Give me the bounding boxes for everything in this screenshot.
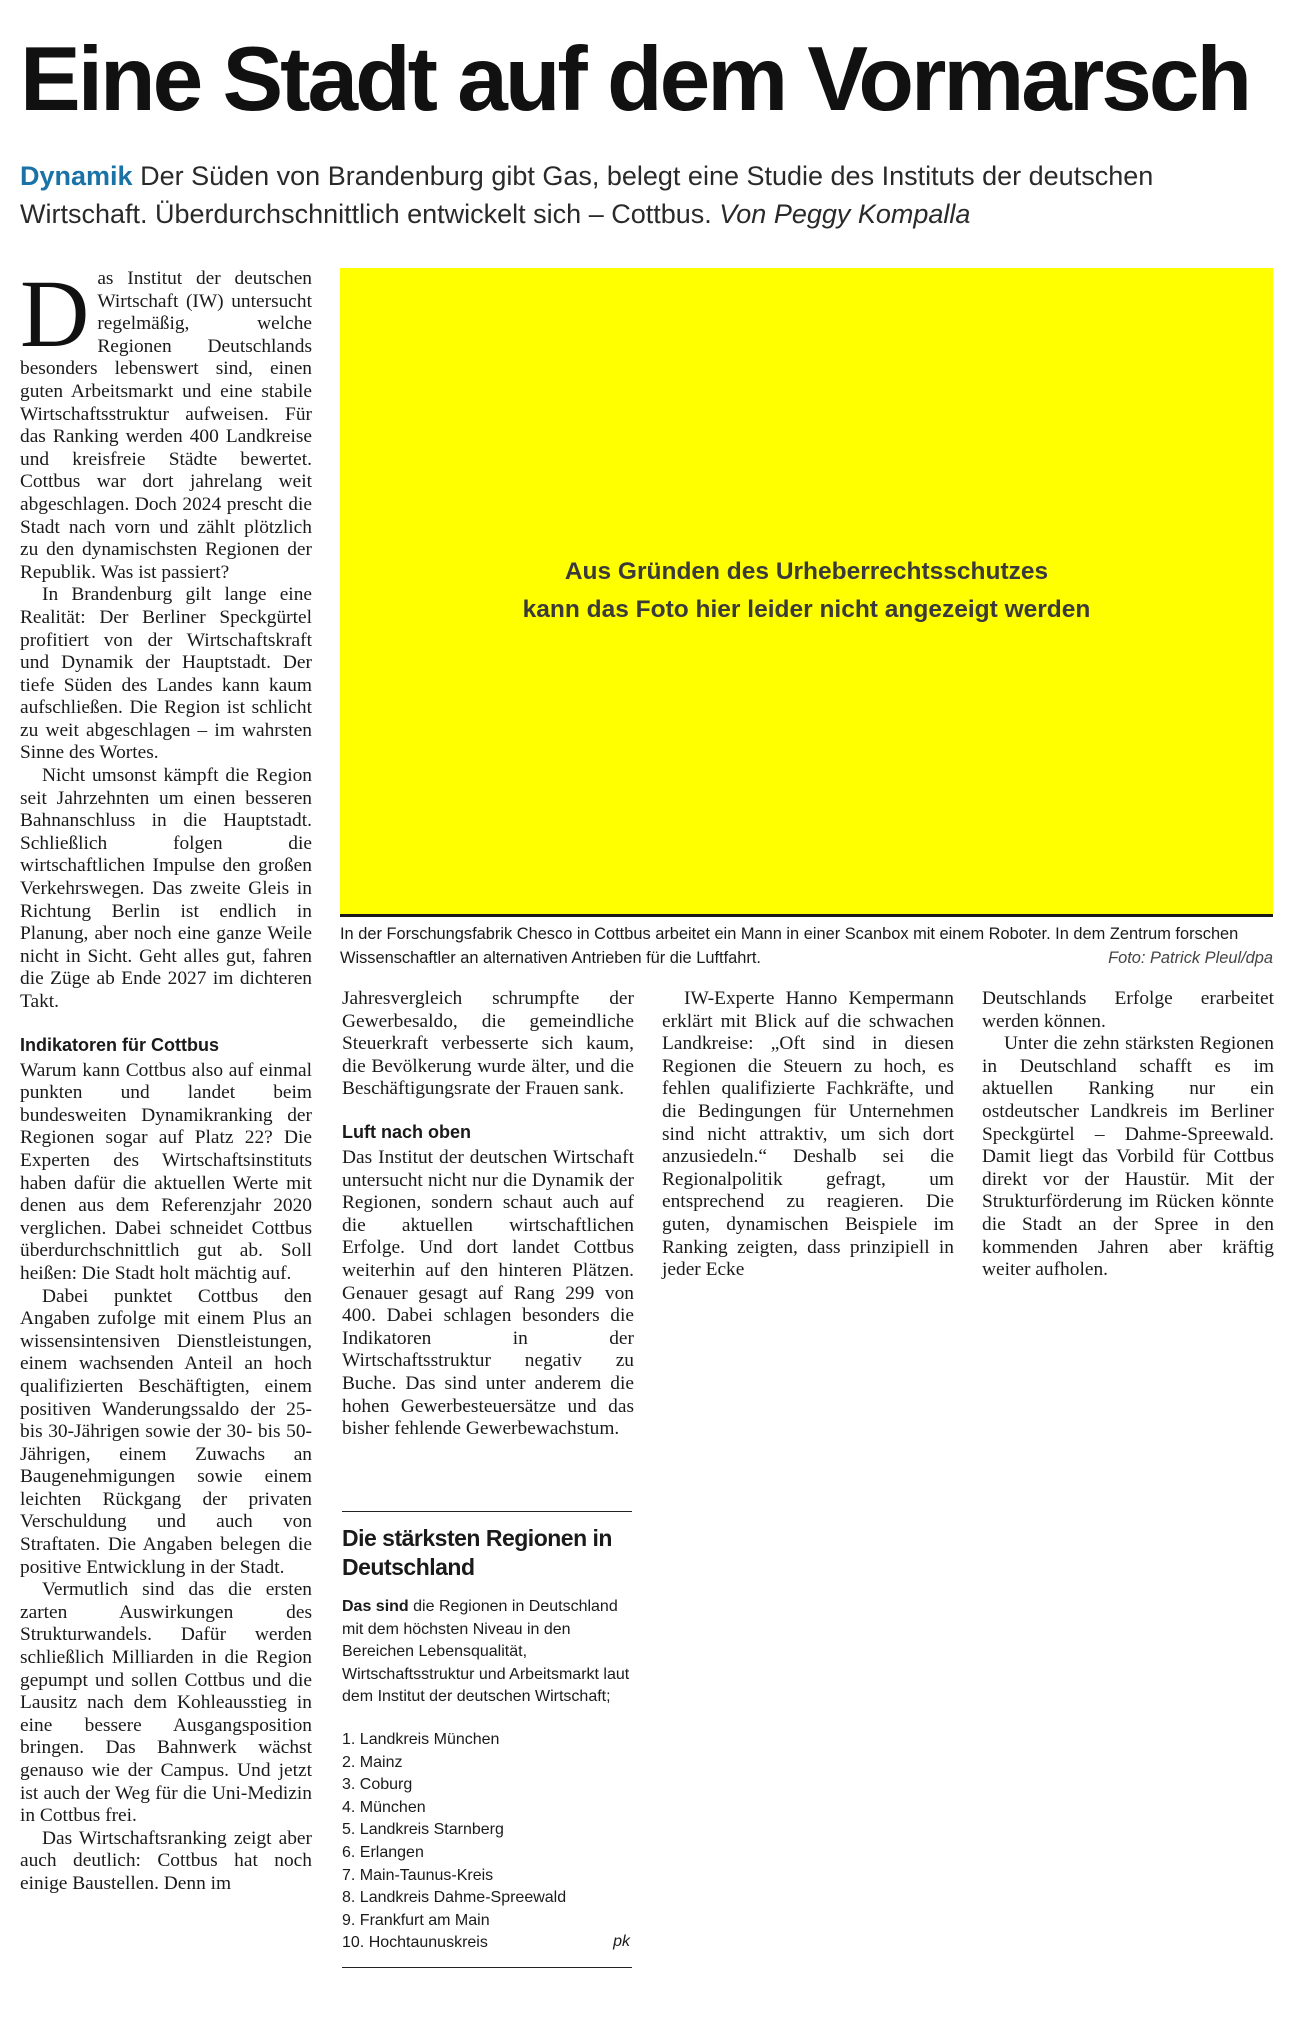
photo-placeholder [340, 268, 1273, 917]
paragraph-text: as Institut der deutschen Wirtschaft (IW) untersucht regelmäßig, welche Regionen Deutschlands besonders lebenswert sind, einen guten Arbeitsmarkt und eine stabile Wirtschaftsstruktur aufweisen. Für das Ranking werden 400 Landkreise und kreisfreie Städte bewertet. Cottbus war dort jahrelang weit abgeschlagen. Doch 2024 prescht die Stadt nach vorn und zählt plötzlich zu den dynamischsten Regionen der Republik. Was ist passiert? [20, 268, 312, 583]
drop-cap: D [20, 260, 90, 367]
paragraph: Deutschlands Erfolge erarbeitet werden können. [982, 988, 1274, 1032]
caption-text: In der Forschungsfabrik Chesco in Cottbus arbeitet ein Mann in einer Scanbox mit einem Roboter. In dem Zentrum forschen Wissenschaftler an alternativen Antrieben für die Luftfahrt. [340, 925, 1239, 967]
paragraph: Das Institut der deutschen Wirtschaft untersucht nicht nur die Dynamik der Regionen, sondern schaut auch auf die aktuellen wirtschaftlichen Erfolge. Und dort landet Cottbus weiterhin auf den hinteren Plätzen. Genauer gesagt auf Rang 299 von 400. Dabei schlagen besonders die Indikatoren in der Wirtschaftsstruktur negativ zu Buche. Das sind unter anderem die hohen Gewerbesteuersätze und das bisher fehlende Gewerbewachstum. [342, 1146, 634, 1440]
ranking-item: 3. Coburg [342, 1776, 413, 1794]
subheading: Luft nach oben [342, 1121, 471, 1142]
text-column-4 [982, 988, 1274, 1282]
text-column-1 [20, 260, 312, 1896]
info-box [342, 1511, 632, 1968]
subheading: Indikatoren für Cottbus [20, 1034, 219, 1055]
photo-caption [340, 922, 1273, 970]
ranking-item: 4. München [342, 1798, 426, 1816]
paragraph: IW-Experte Hanno Kempermann erklärt mit Blick auf die schwachen Landkreise: „Oft sind in diesen Regionen die Steuern zu hoch, es fehlen qualifizierte Fachkräfte, und die Bedingungen für Unternehmen sind nicht attraktiv, um sich dort anzusiedeln.“ Deshalb sei die Regionalpolitik gefragt, um entsprechend zu reagieren. Die guten, dynamischen Beispiele im Ranking zeigten, dass prinzipiell in jeder Ecke [662, 988, 954, 1281]
text-column-3 [662, 988, 954, 1282]
info-box-intro-bold: Das sind [342, 1598, 409, 1615]
info-box-title: Die stärksten Regionen in Deutschland [342, 1525, 612, 1580]
copyright-notice-line: kann das Foto hier leider nicht angezeigt werden [522, 596, 1091, 623]
paragraph: Jahresvergleich schrumpfte der Gewerbesaldo, die gemeindliche Steuerkraft verbesserte sich kaum, die Bevölkerung wurde älter, und die Beschäftigungsrate der Frauen sank. [342, 988, 634, 1100]
dek-text: Der Süden von Brandenburg gibt Gas, belegt eine Studie des Instituts der deutschen Wirtschaft. Überdurchschnittlich entwickelt sich – Cottbus. [20, 161, 1154, 229]
ranking-item: 6. Erlangen [342, 1843, 424, 1861]
paragraph: Unter die zehn stärksten Regionen in Deutschland schafft es im aktuellen Ranking nur ein ostdeutscher Landkreis im Berliner Speckgürtel – Dahme-Spreewald. Damit liegt das Vorbild für Cottbus direkt vor der Haustür. Mit der Strukturförderung im Rücken könnte die Stadt an der Spree in den kommenden Jahren aber kräftig weiter aufholen. [982, 1033, 1274, 1281]
headline: Eine Stadt auf dem Vormarsch [20, 29, 1250, 130]
paragraph: Dabei punktet Cottbus den Angaben zufolge mit einem Plus an wissensintensiven Dienstleistungen, einem wachsenden Anteil an hoch qualifizierten Beschäftigten, einem positiven Wanderungssaldo der 25- bis 30-Jährigen sowie der 30- bis 50-Jährigen, einem Zuwachs an Baugenehmigungen sowie einem leichten Rückgang der privaten Verschuldung und auch von Straftaten. Die Angaben belegen die positive Entwicklung in der Stadt. [20, 1285, 312, 1578]
byline: Von Peggy Kompalla [719, 199, 971, 229]
author-initials: pk [613, 1932, 630, 1950]
photo-credit: Foto: Patrick Pleul/dpa [1108, 949, 1273, 967]
paragraph: Das Wirtschaftsranking zeigt aber auch deutlich: Cottbus hat noch einige Baustellen. Denn im [20, 1827, 312, 1894]
paragraph: Vermutlich sind das die ersten zarten Auswirkungen des Strukturwandels. Dafür werden schließlich Milliarden in die Region gepumpt und sollen Cottbus und die Lausitz nach dem Kohleausstieg in eine bessere Ausgangsposition bringen. Das Bahnwerk wächst genauso wie der Campus. Und jetzt ist auch der Weg für die Uni-Medizin in Cottbus frei. [20, 1579, 312, 1827]
kicker: Dynamik [20, 161, 133, 191]
copyright-notice [523, 553, 1091, 629]
info-box-intro-text: die Regionen in Deutschland mit dem höchsten Niveau in den Bereichen Lebensqualität, Wirtschaftsstruktur und Arbeitsmarkt laut dem Institut der deutschen Wirtschaft; [342, 1598, 630, 1706]
ranking-item: 7. Main-Taunus-Kreis [342, 1866, 494, 1884]
ranking-item: 2. Mainz [342, 1753, 403, 1771]
ranking-list [342, 1729, 632, 1955]
text-column-2 [342, 988, 634, 1441]
info-box-intro [342, 1596, 632, 1709]
copyright-notice-line: Aus Gründen des Urheberrechtsschutzes [564, 558, 1049, 585]
paragraph: Warum kann Cottbus also auf einmal punkten und landet beim bundesweiten Dynamikranking der Regionen sogar auf Platz 22? Die Experten des Wirtschaftsinstituts haben dafür die aktuellen Werte mit denen aus dem Referenzjahr 2020 verglichen. Dabei schneidet Cottbus überdurchschnittlich gut ab. Soll heißen: Die Stadt holt mächtig auf. [20, 1059, 312, 1284]
paragraph [20, 260, 312, 584]
paragraph: Nicht umsonst kämpft die Region seit Jahrzehnten um einen besseren Bahnanschluss in die Hauptstadt. Schließlich folgen die wirtschaftlichen Impulse den großen Verkehrswegen. Das zweite Gleis in Richtung Berlin ist endlich in Planung, aber noch eine ganze Weile nicht in Sicht. Geht alles gut, fahren die Züge ab Ende 2027 im dichteren Takt. [20, 765, 312, 1012]
ranking-item: 5. Landkreis Starnberg [342, 1821, 504, 1839]
ranking-item: 1. Landkreis München [342, 1730, 500, 1748]
ranking-item: 9. Frankfurt am Main [342, 1911, 490, 1929]
ranking-item: 8. Landkreis Dahme-Spreewald [342, 1889, 567, 1907]
article-dek [20, 157, 1285, 233]
ranking-item: 10. Hochtaunuskreis [342, 1934, 488, 1952]
paragraph: In Brandenburg gilt lange eine Realität: Der Berliner Speckgürtel profitiert von der Wirtschaftskraft und Dynamik der Hauptstadt. Der tiefe Süden des Landes kann kaum aufschließen. Die Region ist schlicht zu weit abgeschlagen – im wahrsten Sinne des Wortes. [20, 584, 312, 764]
